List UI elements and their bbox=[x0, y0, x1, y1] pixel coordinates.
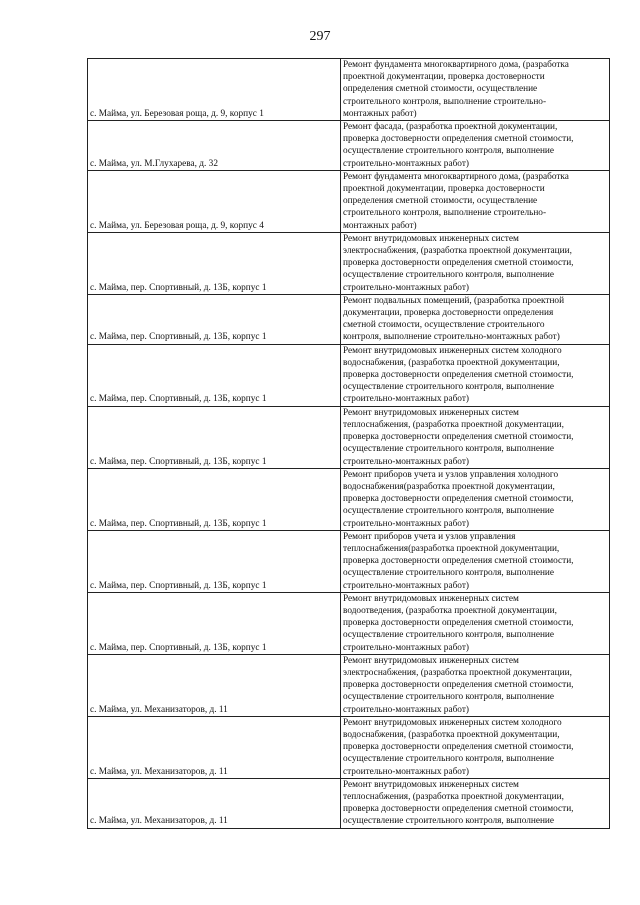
work-description-cell bbox=[341, 344, 610, 406]
table-row bbox=[88, 716, 610, 778]
work-description-line: осуществление строительного контроля, выполнение bbox=[343, 506, 555, 517]
address-cell: с. Майма, пер. Спортивный, д. 13Б, корпус 1 bbox=[88, 406, 341, 468]
work-description-line: теплоснабжения, (разработка проектной документации, bbox=[343, 791, 564, 802]
work-description-line: строительно-монтажных работ) bbox=[343, 394, 469, 405]
work-description-cell bbox=[341, 170, 610, 232]
work-description-line: проверка достоверности определения сметной стоимости, bbox=[343, 680, 574, 691]
work-description-line: водоотведения, (разработка проектной документации, bbox=[343, 605, 557, 616]
work-description-line: строительно-монтажных работ) bbox=[343, 518, 469, 529]
work-description-line: осуществление строительного контроля, выполнение bbox=[343, 692, 555, 703]
work-description-line: строительного контроля, выполнение строительно- bbox=[343, 208, 547, 219]
work-description-line: Ремонт приборов учета и узлов управления bbox=[343, 531, 516, 542]
work-description-cell bbox=[341, 232, 610, 294]
work-description-line: сметной стоимости, осуществление строительного bbox=[343, 320, 545, 331]
work-description-line: проверка достоверности определения сметной стоимости, bbox=[343, 556, 574, 567]
work-description-line: Ремонт фундамента многоквартирного дома, (разработка bbox=[343, 60, 569, 70]
work-description-line: строительно-монтажных работ) bbox=[343, 704, 469, 715]
works-table-body bbox=[88, 59, 610, 829]
work-description-line: проектной документации, проверка достоверности bbox=[343, 184, 545, 195]
work-description-line: водоснабжения, (разработка проектной документации, bbox=[343, 729, 560, 740]
works-table bbox=[87, 58, 610, 829]
address-cell: с. Майма, ул. Березовая роща, д. 9, корпус 1 bbox=[88, 59, 341, 121]
work-description-line: проверка достоверности определения сметной стоимости, bbox=[343, 742, 574, 753]
table-row bbox=[88, 294, 610, 344]
table-row bbox=[88, 592, 610, 654]
table-row bbox=[88, 121, 610, 171]
work-description-line: Ремонт внутридомовых инженерных систем bbox=[343, 779, 519, 790]
work-description-line: Ремонт внутридомовых инженерных систем холодного bbox=[343, 345, 562, 356]
work-description-cell bbox=[341, 406, 610, 468]
work-description-line: Ремонт приборов учета и узлов управления холодного bbox=[343, 469, 559, 480]
address-cell: с. Майма, ул. Березовая роща, д. 9, корпус 4 bbox=[88, 170, 341, 232]
work-description-line: осуществление строительного контроля, выполнение bbox=[343, 146, 555, 157]
address-cell: с. Майма, ул. Механизаторов, д. 11 bbox=[88, 778, 341, 828]
work-description-cell bbox=[341, 121, 610, 171]
work-description-line: проверка достоверности определения сметной стоимости, bbox=[343, 258, 574, 269]
address-cell: с. Майма, пер. Спортивный, д. 13Б, корпус 1 bbox=[88, 232, 341, 294]
work-description-line: водоснабжения, (разработка проектной документации, bbox=[343, 357, 560, 368]
table-row bbox=[88, 406, 610, 468]
work-description-line: проверка достоверности определения сметной стоимости, bbox=[343, 494, 574, 505]
work-description-line: теплоснабжения, (разработка проектной документации, bbox=[343, 419, 564, 430]
work-description-line: монтажных работ) bbox=[343, 108, 417, 119]
address-cell: с. Майма, пер. Спортивный, д. 13Б, корпус 1 bbox=[88, 294, 341, 344]
work-description-line: проверка достоверности определения сметной стоимости, bbox=[343, 370, 574, 381]
work-description-line: осуществление строительного контроля, выполнение bbox=[343, 816, 555, 827]
work-description-line: контроля, выполнение строительно-монтажных работ) bbox=[343, 332, 560, 343]
table-row bbox=[88, 778, 610, 828]
work-description-cell bbox=[341, 654, 610, 716]
work-description-line: проверка достоверности определения сметной стоимости, bbox=[343, 134, 574, 145]
address-cell: с. Майма, пер. Спортивный, д. 13Б, корпус 1 bbox=[88, 592, 341, 654]
work-description-cell bbox=[341, 59, 610, 121]
work-description-line: Ремонт фасада, (разработка проектной документации, bbox=[343, 122, 558, 133]
work-description-line: документации, проверка достоверности определения bbox=[343, 308, 554, 319]
work-description-line: проверка достоверности определения сметной стоимости, bbox=[343, 618, 574, 629]
work-description-line: проверка достоверности определения сметной стоимости, bbox=[343, 432, 574, 443]
address-cell: с. Майма, пер. Спортивный, д. 13Б, корпус 1 bbox=[88, 530, 341, 592]
work-description-line: строительно-монтажных работ) bbox=[343, 580, 469, 591]
work-description-cell bbox=[341, 592, 610, 654]
work-description-line: строительно-монтажных работ) bbox=[343, 282, 469, 293]
work-description-line: монтажных работ) bbox=[343, 220, 417, 231]
work-description-line: Ремонт внутридомовых инженерных систем bbox=[343, 407, 519, 418]
table-row bbox=[88, 170, 610, 232]
table-row bbox=[88, 59, 610, 121]
work-description-line: строительно-монтажных работ) bbox=[343, 766, 469, 777]
work-description-line: осуществление строительного контроля, выполнение bbox=[343, 270, 555, 281]
table-row bbox=[88, 654, 610, 716]
address-cell: с. Майма, ул. М.Глухарева, д. 32 bbox=[88, 121, 341, 171]
table-row bbox=[88, 530, 610, 592]
work-description-cell bbox=[341, 294, 610, 344]
work-description-line: осуществление строительного контроля, выполнение bbox=[343, 568, 555, 579]
address-cell: с. Майма, пер. Спортивный, д. 13Б, корпус 1 bbox=[88, 468, 341, 530]
work-description-cell bbox=[341, 530, 610, 592]
work-description-line: Ремонт подвальных помещений, (разработка проектной bbox=[343, 295, 565, 306]
table-row bbox=[88, 468, 610, 530]
work-description-line: осуществление строительного контроля, выполнение bbox=[343, 754, 555, 765]
work-description-line: осуществление строительного контроля, выполнение bbox=[343, 444, 555, 455]
work-description-line: электроснабжения, (разработка проектной документации, bbox=[343, 246, 572, 257]
work-description-line: определения сметной стоимости, осуществление bbox=[343, 84, 538, 95]
work-description-line: осуществление строительного контроля, выполнение bbox=[343, 630, 555, 641]
work-description-line: водоснабжения(разработка проектной документации, bbox=[343, 481, 555, 492]
work-description-line: строительного контроля, выполнение строительно- bbox=[343, 96, 547, 107]
work-description-line: теплоснабжения(разработка проектной документации, bbox=[343, 543, 560, 554]
work-description-line: электроснабжения, (разработка проектной документации, bbox=[343, 667, 572, 678]
page-number: 297 bbox=[309, 29, 331, 44]
work-description-line: строительно-монтажных работ) bbox=[343, 158, 469, 169]
address-cell: с. Майма, ул. Механизаторов, д. 11 bbox=[88, 654, 341, 716]
table-row bbox=[88, 232, 610, 294]
work-description-cell bbox=[341, 468, 610, 530]
work-description-line: осуществление строительного контроля, выполнение bbox=[343, 382, 555, 393]
table-row bbox=[88, 344, 610, 406]
address-cell: с. Майма, пер. Спортивный, д. 13Б, корпус 1 bbox=[88, 344, 341, 406]
work-description-line: Ремонт внутридомовых инженерных систем bbox=[343, 233, 519, 244]
work-description-line: Ремонт внутридомовых инженерных систем bbox=[343, 593, 519, 604]
work-description-line: проектной документации, проверка достоверности bbox=[343, 72, 545, 83]
work-description-line: проверка достоверности определения сметной стоимости, bbox=[343, 804, 574, 815]
work-description-line: Ремонт внутридомовых инженерных систем холодного bbox=[343, 717, 562, 728]
work-description-cell bbox=[341, 778, 610, 828]
work-description-line: строительно-монтажных работ) bbox=[343, 456, 469, 467]
work-description-line: Ремонт фундамента многоквартирного дома, (разработка bbox=[343, 171, 569, 182]
work-description-line: Ремонт внутридомовых инженерных систем bbox=[343, 655, 519, 666]
address-cell: с. Майма, ул. Механизаторов, д. 11 bbox=[88, 716, 341, 778]
work-description-cell bbox=[341, 716, 610, 778]
work-description-line: определения сметной стоимости, осуществление bbox=[343, 196, 538, 207]
work-description-line: строительно-монтажных работ) bbox=[343, 642, 469, 653]
